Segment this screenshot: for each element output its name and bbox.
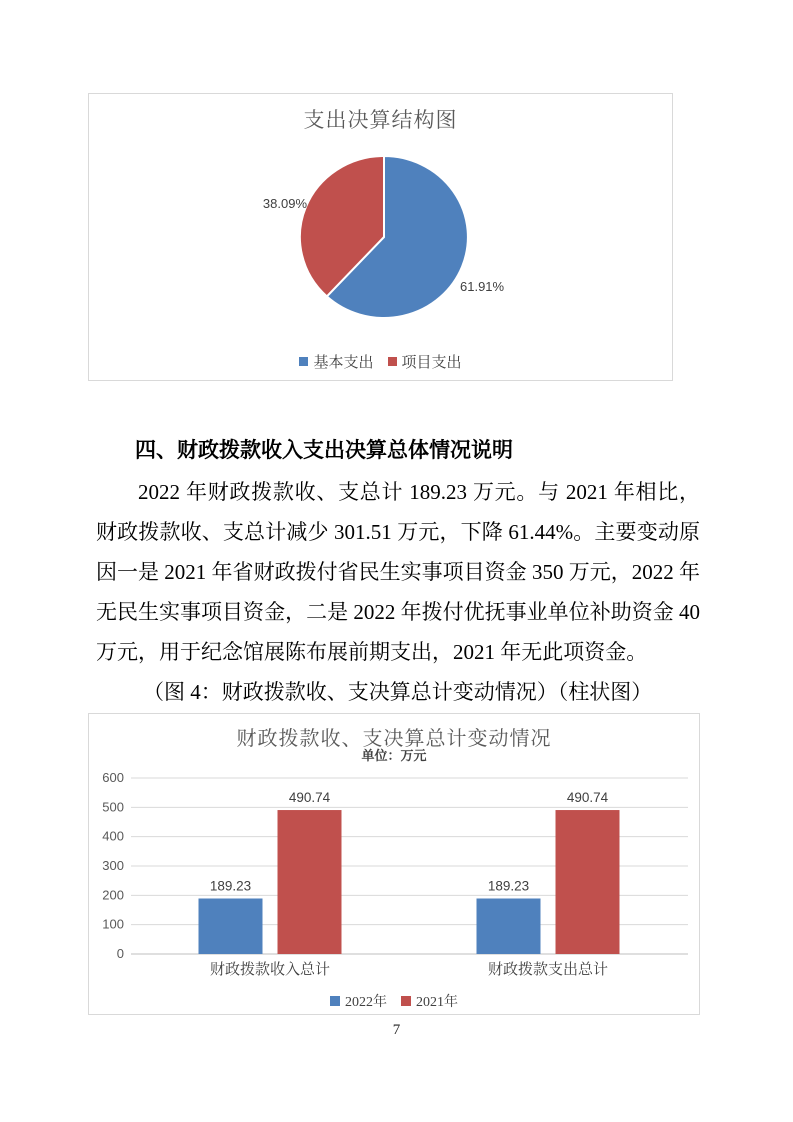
bar-chart-figure <box>88 713 700 1015</box>
bar-chart-unit-label: 单位：万元 <box>361 748 427 763</box>
paragraph-line: 万元，用于纪念馆展陈布展前期支出，2021 年无此项资金。 <box>96 640 648 664</box>
section-heading: 四、财政拨款收入支出决算总体情况说明 <box>135 439 513 462</box>
legend-swatch-red-icon <box>388 357 397 366</box>
bar-value-label: 490.74 <box>288 790 331 806</box>
legend-label: 基本支出 <box>313 354 374 371</box>
x-axis-category-label: 财政拨款支出总计 <box>487 962 609 978</box>
legend-swatch-red-icon <box>401 996 411 1006</box>
legend-item-2022 <box>330 991 387 1011</box>
paragraph-line: 2022 年财政拨款收、支总计 189.23 万元。与 2021 年相比， <box>138 480 700 504</box>
bar-value-label: 189.23 <box>487 878 530 894</box>
y-axis-tick-label: 0 <box>116 946 124 961</box>
bar-2022年-0 <box>199 898 263 954</box>
paragraph-line: 无民生实事项目资金，二是 2022 年拨付优抚事业单位补助资金 40 <box>96 600 700 624</box>
pie-chart-figure <box>88 93 673 381</box>
bar-value-label: 490.74 <box>566 790 609 806</box>
paragraph-line: 因一是 2021 年省财政拨付省民生实事项目资金 350 万元，2022 年 <box>96 560 700 584</box>
bar-2022年-1 <box>477 898 541 954</box>
y-axis-tick-label: 100 <box>102 916 124 932</box>
bar-value-label: 189.23 <box>209 878 252 894</box>
pie-slice-percent-label: 38.09% <box>262 196 307 211</box>
y-axis-tick-label: 500 <box>102 799 124 815</box>
x-axis-category-label: 财政拨款收入总计 <box>209 962 331 978</box>
legend-item-2021 <box>401 991 458 1011</box>
legend-item-project-expenditure <box>388 351 462 372</box>
legend-item-basic-expenditure <box>299 351 373 372</box>
paragraph-line: 财政拨款收、支总计减少 301.51 万元，下降 61.44%。主要变动原 <box>96 520 700 544</box>
pie-chart-legend <box>89 351 672 371</box>
y-axis-tick-label: 400 <box>102 828 124 844</box>
bar-chart-legend <box>89 991 699 1011</box>
y-axis-tick-label: 600 <box>102 770 124 785</box>
bar-2021年-0 <box>278 810 342 954</box>
y-axis-tick-label: 300 <box>102 858 124 873</box>
pie-slice-percent-label: 61.91% <box>460 279 505 294</box>
pie-chart-canvas <box>89 94 674 382</box>
legend-label: 2022年 <box>345 995 387 1010</box>
legend-swatch-blue-icon <box>299 357 308 366</box>
legend-swatch-blue-icon <box>330 996 340 1006</box>
body-paragraph <box>96 472 700 672</box>
y-axis-tick-label: 200 <box>102 887 124 903</box>
bar-2021年-1 <box>556 810 620 954</box>
figure-caption: （图 4：财政拨款收、支决算总计变动情况）（柱状图） <box>143 680 653 704</box>
legend-label: 项目支出 <box>401 354 462 371</box>
bar-chart-canvas <box>89 714 701 1016</box>
bar-chart-title: 财政拨款收、支决算总计变动情况 <box>236 728 552 750</box>
pie-chart-title: 支出决算结构图 <box>303 108 458 132</box>
legend-label: 2021年 <box>416 995 458 1010</box>
page-number: 7 <box>392 1022 401 1038</box>
